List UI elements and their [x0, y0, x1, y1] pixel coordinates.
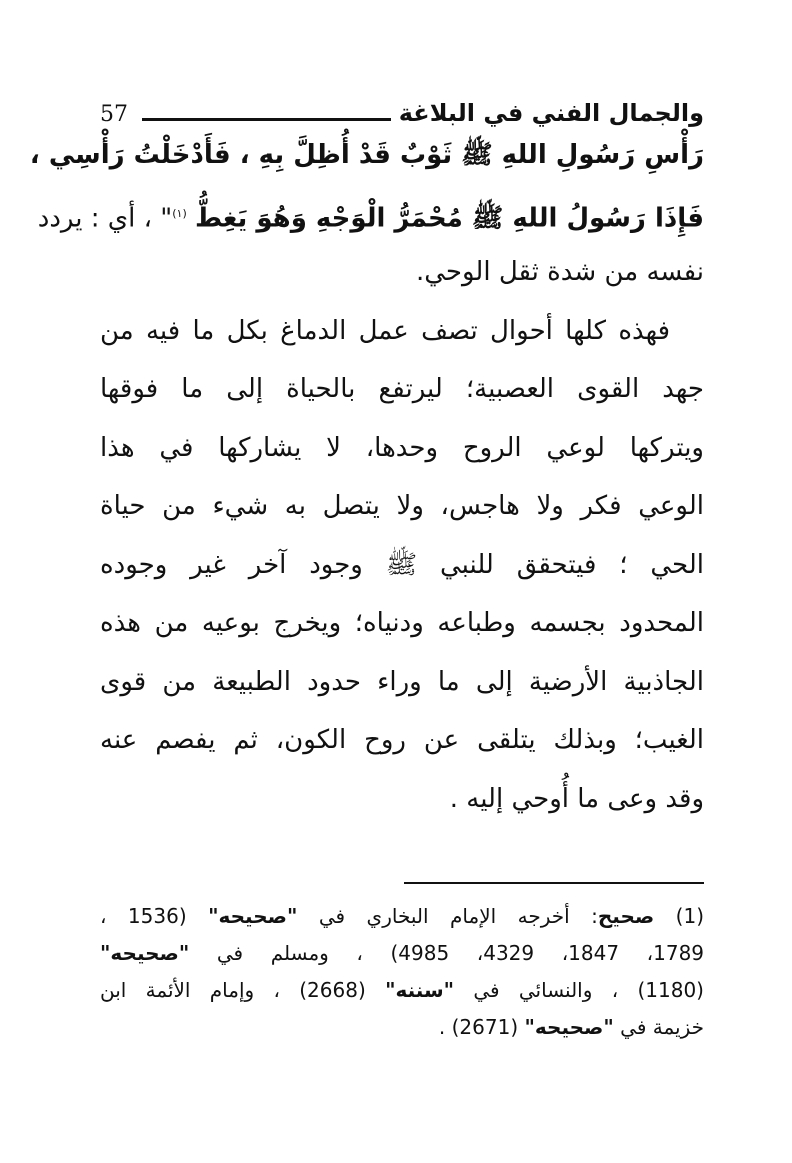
text-line-2-tail: " ، أي : يردد [37, 203, 173, 234]
footnote-grade: صحيح [597, 904, 655, 928]
text-line-12: وقد وعى ما أُوحي إليه . [449, 783, 704, 814]
text-line-11: الغيب؛ وبذلك يتلقى عن روح الكون، ثم يفصم عنه [100, 725, 704, 755]
text-line-10: الجاذبية الأرضية إلى ما وراء حدود الطبيعة من قوى [100, 666, 704, 697]
text-line-9: المحدود بجسمه وطباعه ودنياه؛ ويخرج بوعيه من هذه [100, 608, 704, 638]
footnote-text: (1180) ، والنسائي في [454, 978, 704, 1002]
main-text [29, 126, 704, 828]
text-line-8: الحي ؛ فيتحقق للنبي ﷺ وجود آخر غير وجوده [100, 549, 704, 580]
hadith-fragment: فَإِذَا رَسُولُ اللهِ ﷺ مُحْمَرُّ الْوَجْهِ وَهُوَ يَغِطُّ [195, 203, 704, 234]
page-number: 57 [100, 102, 128, 127]
footnote-text: (1536 ، [100, 904, 209, 928]
footnote-text: : أخرجه الإمام البخاري في [297, 904, 598, 928]
running-title: والجمال الفني في البلاغة [398, 99, 704, 127]
page-header [100, 94, 704, 128]
text-line-3: نفسه من شدة ثقل الوحي. [415, 257, 704, 287]
header-rule [142, 118, 391, 121]
footnote-text: (2668) ، وإمام الأئمة ابن [100, 978, 386, 1002]
footnote-source: "صحيحه" [100, 941, 190, 965]
footnote-line-2 [100, 935, 704, 972]
text-line-1: رَأْسِ رَسُولِ اللهِ ﷺ ثَوْبٌ قَدْ أُظِلَّ بِهِ ، فَأَدْخَلْتُ رَأْسِي ، [29, 140, 704, 170]
footnote-text: 1789، 1847، 4329، 4985) ، ومسلم في [189, 941, 705, 965]
text-line-5: جهد القوى العصبية؛ ليرتفع بالحياة إلى ما فوقها [100, 374, 704, 404]
footnote-separator [404, 882, 704, 884]
footnote-text: (2671) . [438, 1015, 525, 1039]
text-line-7: الوعي فكر ولا هاجس، ولا يتصل به شيء من حياة [100, 491, 704, 521]
footnote-line-4 [100, 1009, 704, 1046]
footnote-text: خزيمة في [613, 1015, 704, 1039]
footnotes [100, 898, 704, 1046]
text-line-2 [37, 185, 704, 244]
text-line-6: ويتركها لوعي الروح وحدها، لا يشاركها في هذا [100, 432, 704, 463]
footnote-source: "سننه" [385, 978, 455, 1002]
footnote-number: (1) [654, 904, 704, 928]
text-line-4: فهذه كلها أحوال تصف عمل الدماغ بكل ما فيه من [100, 315, 670, 346]
footnote-line-1 [100, 898, 704, 935]
footnote-reference: (١) [172, 206, 187, 220]
footnote-source: "صحيحه" [208, 904, 298, 928]
footnote-line-3 [100, 972, 704, 1009]
footnote-source: "صحيحه" [524, 1015, 614, 1039]
